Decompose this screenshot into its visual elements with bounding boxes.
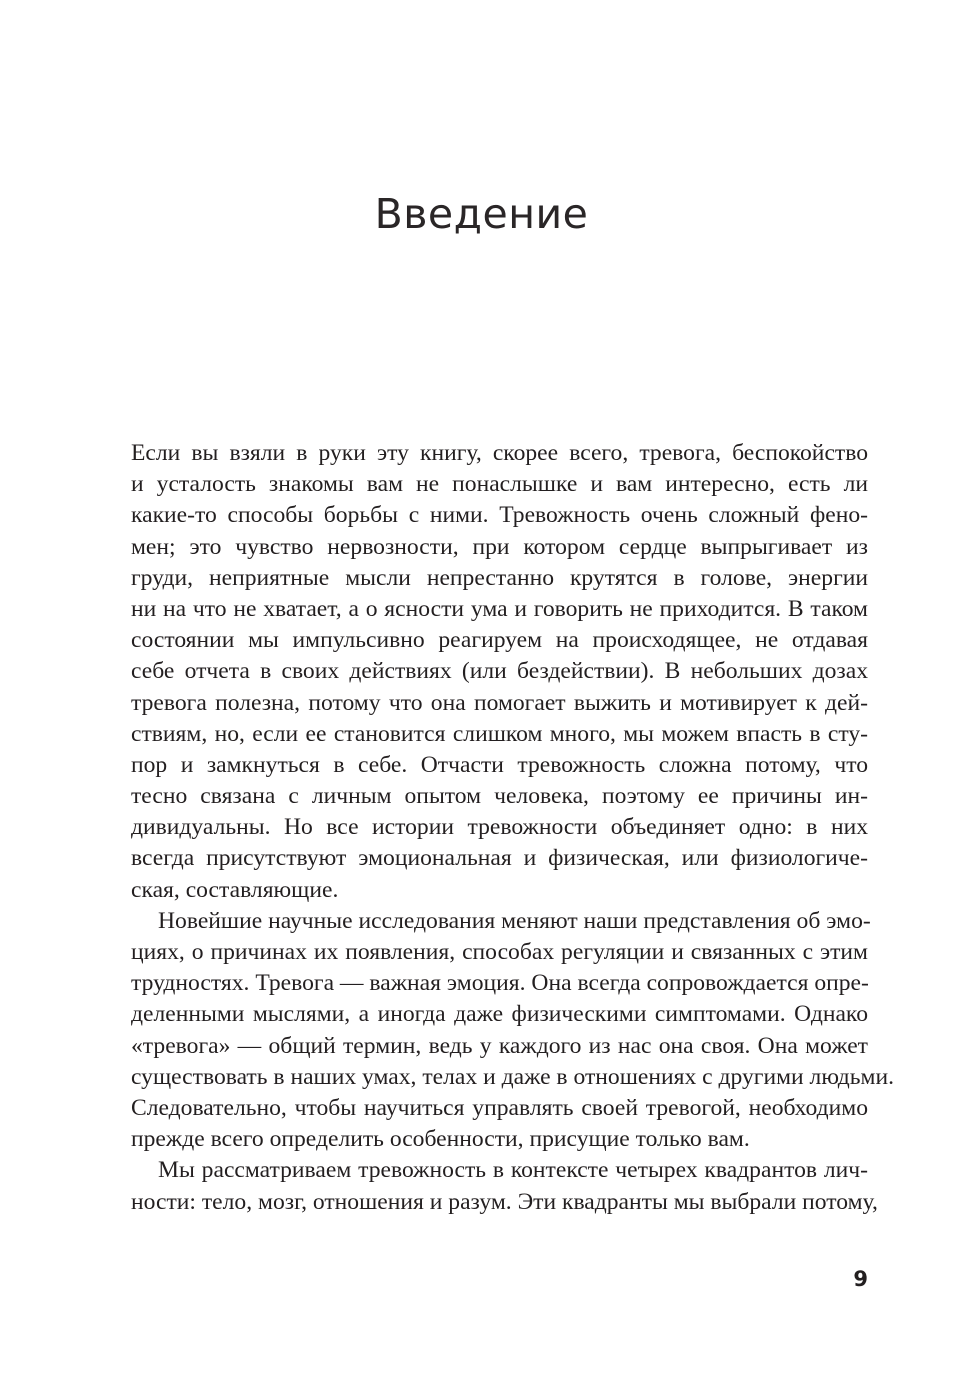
- text-line: себе отчета в своих действиях (или бездействии). В небольших дозах: [131, 658, 868, 685]
- body-text: [131, 438, 894, 1218]
- text-line: тесно связана с личным опытом человека, поэтому ее причины ин-: [131, 783, 868, 810]
- text-line: существовать в наших умах, телах и даже в отношениях с другими людьми.: [131, 1063, 894, 1090]
- text-line: Если вы взяли в руки эту книгу, скорее всего, тревога, беспокойство: [131, 440, 868, 466]
- text-line: циях, о причинах их появления, способах регуляции и связанных с этим: [131, 939, 868, 965]
- text-line: мен; это чувство нервозности, при котором сердце выпрыгивает из: [131, 533, 868, 560]
- text-line: ствиям, но, если ее становится слишком много, мы можем впасть в сту-: [131, 720, 868, 747]
- text-line: ности: тело, мозг, отношения и разум. Эти квадранты мы выбрали потому,: [131, 1188, 878, 1215]
- text-line: «тревога» — общий термин, ведь у каждого из нас она своя. Она может: [131, 1032, 868, 1059]
- text-line: Следовательно, чтобы научиться управлять своей тревогой, необходимо: [131, 1094, 868, 1121]
- text-line: Мы рассматриваем тревожность в контексте четырех квадрантов лич-: [158, 1157, 868, 1184]
- text-line: Новейшие научные исследования меняют наши представления об эмо-: [158, 907, 871, 934]
- text-line: дивидуальны. Но все истории тревожности объединяет одно: в них: [131, 814, 868, 841]
- text-line: состоянии мы импульсивно реагируем на происходящее, не отдавая: [131, 627, 868, 654]
- page-number: 9: [853, 1267, 868, 1291]
- text-line: груди, неприятные мысли непрестанно крутятся в голове, энергии: [131, 564, 868, 591]
- text-line: ни на что не хватает, а о ясности ума и говорить не приходится. В таком: [131, 595, 868, 622]
- text-line: всегда присутствуют эмоциональная и физическая, или физиологиче-: [131, 845, 868, 872]
- chapter-title: Введение: [374, 190, 589, 238]
- text-line: прежде всего определить особенности, присущие только вам.: [131, 1126, 750, 1153]
- text-line: пор и замкнуться в себе. Отчасти тревожность сложна потому, что: [131, 751, 868, 778]
- text-line: тревога полезна, потому что она помогает выжить и мотивирует к дей-: [131, 689, 868, 716]
- text-line: трудностях. Тревога — важная эмоция. Она всегда сопровождается опре-: [131, 970, 869, 997]
- text-line: какие-то способы борьбы с ними. Тревожность очень сложный фено-: [131, 502, 868, 529]
- text-line: деленными мыслями, а иногда даже физическими симптомами. Однако: [131, 1001, 868, 1028]
- text-line: ская, составляющие.: [131, 876, 339, 903]
- text-line: и усталость знакомы вам не понаслышке и вам интересно, есть ли: [131, 471, 868, 498]
